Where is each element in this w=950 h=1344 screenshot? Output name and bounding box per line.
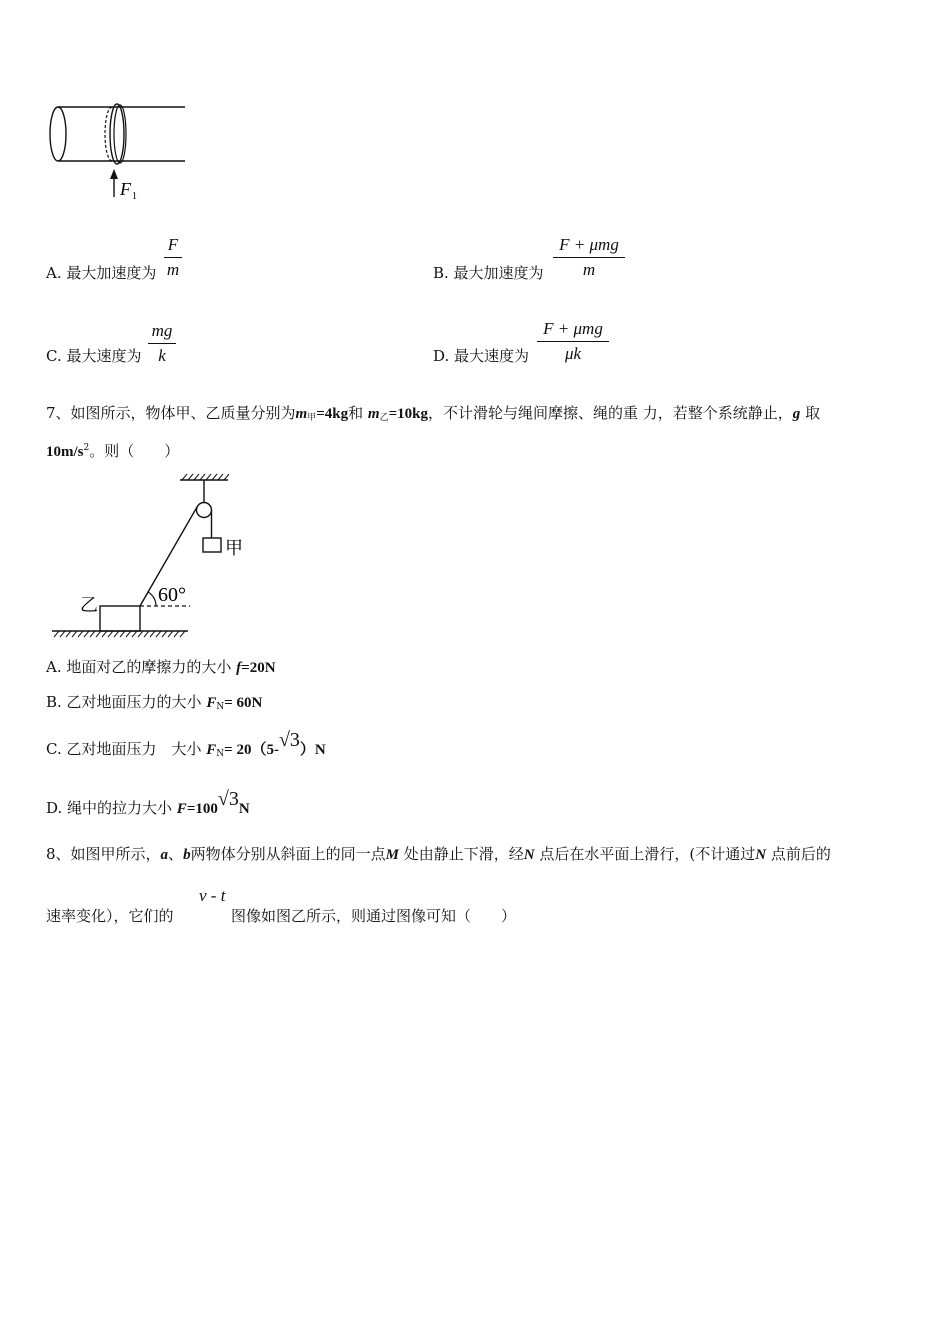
sqrt3-symbol: √3 [217,788,239,810]
fraction-numerator: mg [151,321,173,340]
q8-stem-line1: 8、如图甲所示，a、b两物体分别从斜面上的同一点M 处由静止下滑，经N 点后在水平面上滑行，(不计通过N 点前后的 [46,845,831,863]
force-arrow-head [110,169,118,179]
fraction-denominator: μk [564,344,582,363]
q7-option-a[interactable]: A. 地面对乙的摩擦力的大小 f=20N [46,658,276,676]
q7-stem-line1: 7、如图所示，物体甲、乙质量分别为$m_甲=4kg$和 $m_乙=10kg$，不计滑轮与绳间摩擦、绳的重 力，若整个系统静止，g 取 [46,404,821,423]
q7-option-b[interactable]: B. 乙对地面压力的大小 $F_N= 60N$ [46,693,263,712]
q6-option-d-fraction [537,318,609,365]
q6-option-c[interactable]: C. 最大速度为 [46,347,142,365]
fraction-denominator: m [166,260,180,279]
fraction-bar [148,343,176,344]
ground-hatch [54,631,185,637]
force-label: F [120,179,131,199]
sqrt3-symbol: √3 [278,729,300,751]
label-yi: 乙 [80,595,98,615]
label-jia: 甲 [225,538,243,558]
pipe-end-ellipse [50,107,66,161]
q8-stem-line2: 速率变化），它们的 [46,907,174,925]
q6-option-a[interactable]: A. 最大加速度为 [46,264,157,282]
pipe-ring-figure [40,95,200,210]
q6-option-d[interactable]: D. 最大速度为 [433,347,530,365]
pulley-figure [48,470,258,642]
q6-option-c-fraction [148,320,176,367]
fraction-bar [164,257,182,258]
q7-option-d[interactable]: D. 绳中的拉力大小 F=100√3N [46,788,250,817]
q7-stem-line2: $10m/s^2$。则（ ） [46,442,180,460]
ceiling-hatch [182,474,229,480]
q6-option-b[interactable]: B. 最大加速度为 [433,264,544,282]
q6-option-b-fraction [553,234,625,281]
block-yi [100,606,140,631]
force-subscript: 1 [132,191,137,202]
q7-option-c[interactable]: C. 乙对地面压力 大小 $F_N= 20(5-√3)N$ [46,729,326,759]
angle-label: 60° [158,584,186,606]
angle-arc [148,592,156,606]
fraction-numerator: F + μmg [559,235,619,254]
fraction-bar [553,257,625,258]
fraction-denominator: k [158,346,166,365]
q8-vt-symbol: v - t [199,886,226,905]
fraction-numerator: F + μmg [543,319,603,338]
fraction-denominator: m [582,260,596,279]
q6-option-a-fraction [164,234,182,281]
pulley-wheel [197,503,212,518]
block-jia [203,538,221,552]
ring-front [110,104,124,164]
q8-stem-line2-tail: 图像如图乙所示，则通过图像可知（ ） [231,907,517,925]
fraction-bar [537,341,609,342]
fraction-numerator: F [167,235,179,254]
